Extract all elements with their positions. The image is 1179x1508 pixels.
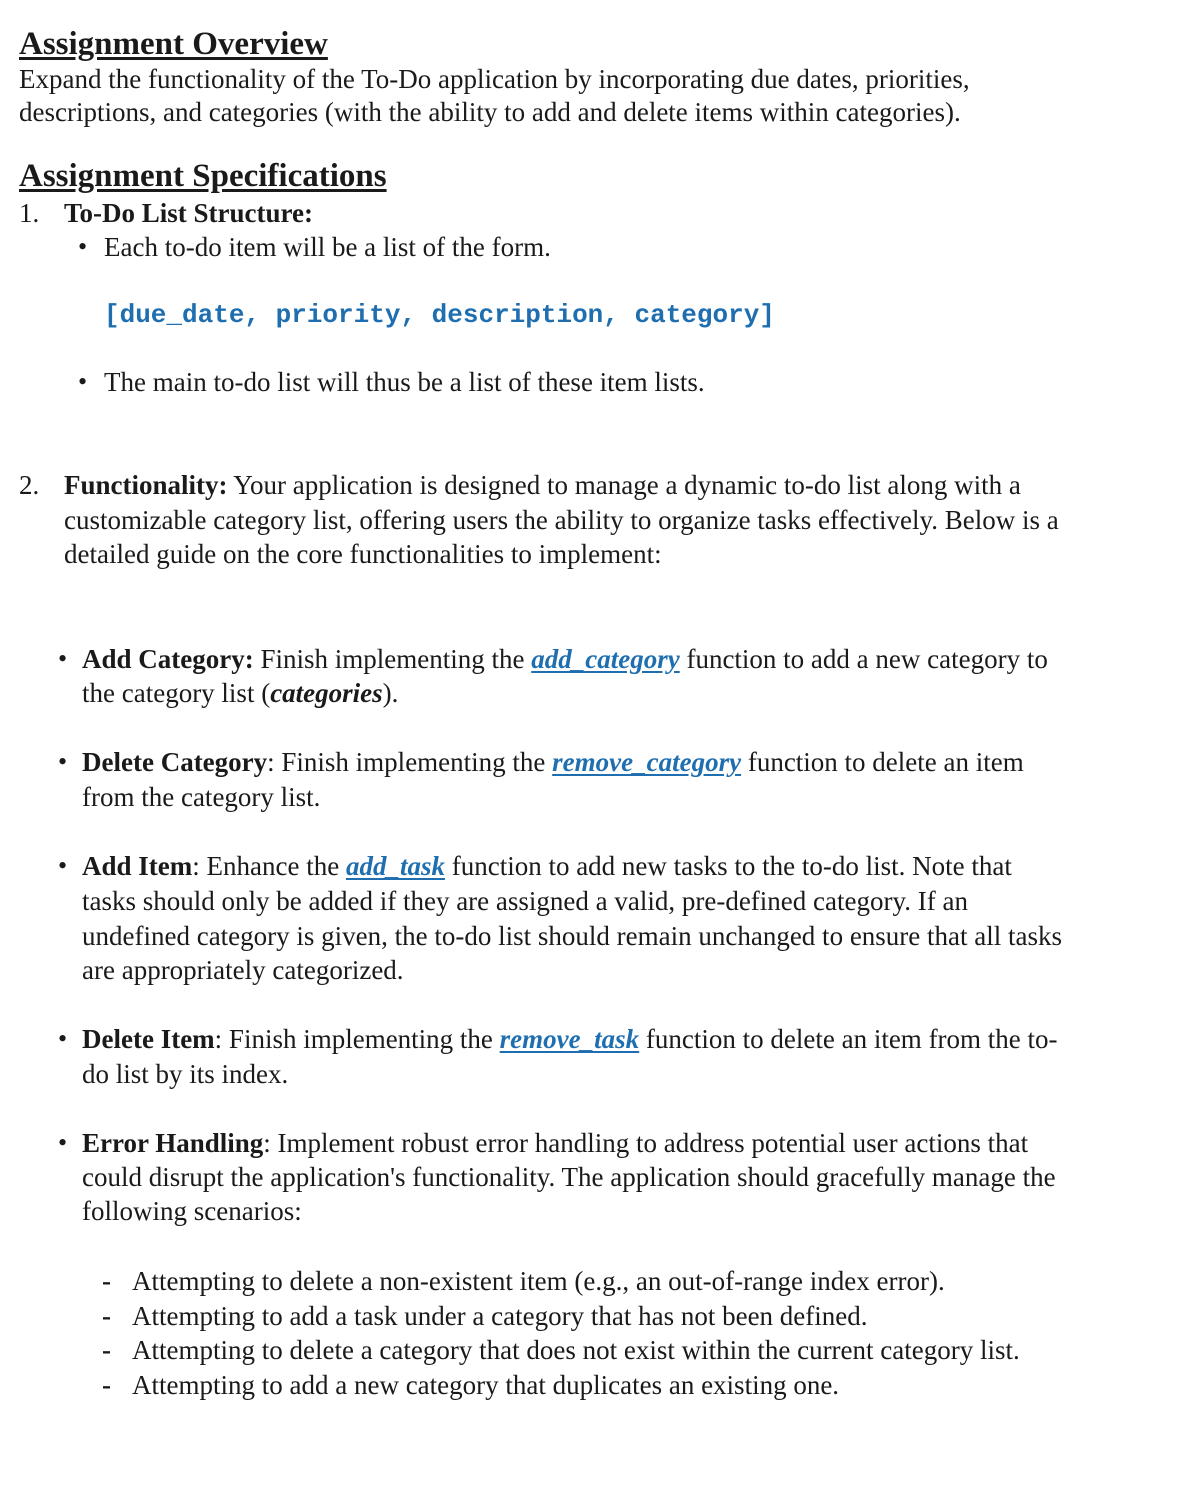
item-1-bullet-1: Each to-do item will be a list of the form. [104, 232, 551, 262]
delete-item-label: Delete Item [82, 1024, 215, 1054]
add-category-label: Add Category: [82, 644, 254, 674]
scenario-item: Attempting to delete a non-existent item (e.g., an out-of-range index error). [132, 1266, 945, 1296]
delete-item-pre: : Finish implementing the [214, 1024, 500, 1054]
add-category-pre: Finish implementing the [253, 644, 532, 674]
scenario-item: Attempting to add a new category that duplicates an existing one. [132, 1370, 840, 1400]
add-category-line-1 [82, 642, 1048, 676]
item-2-number: 2. [19, 470, 40, 500]
error-handling-line-1 [82, 1126, 1028, 1160]
delete-category-line-2: from the category list. [82, 782, 321, 812]
item-2-line-2: customizable category list, offering users the ability to organize tasks effectively. Below is a [64, 505, 1059, 535]
add-item-line-3: undefined category is given, the to-do list should remain unchanged to ensure that all tasks [82, 921, 1063, 951]
categories-variable: categories [270, 678, 383, 708]
item-2-line-1 [64, 468, 1021, 502]
delete-item-line-1 [82, 1022, 1058, 1056]
add-item-line-1 [82, 849, 1012, 883]
delete-category-pre: : Finish implementing the [267, 747, 553, 777]
dash-icon: - [102, 1335, 111, 1365]
item-form-code: [due_date, priority, description, category] [104, 300, 775, 330]
error-handling-line-3: following scenarios: [82, 1196, 302, 1226]
error-handling-pre: : Implement robust error handling to address potential user actions that [263, 1128, 1029, 1158]
add-category-line-2 [82, 676, 398, 710]
bullet-icon: • [78, 367, 88, 396]
specs-heading: Assignment Specifications [19, 158, 387, 194]
overview-line-2: descriptions, and categories (with the ability to add and delete items within categories). [19, 97, 961, 127]
item-2-title: Functionality: [64, 470, 228, 500]
add-task-function: add_task [345, 851, 445, 881]
overview-line-1: Expand the functionality of the To-Do application by incorporating due dates, priorities, [19, 64, 970, 94]
add-category-line-2-pre: the category list ( [82, 678, 271, 708]
dash-icon: - [102, 1370, 111, 1400]
dash-icon: - [102, 1266, 111, 1296]
remove-task-function: remove_task [499, 1024, 640, 1054]
item-2-text: Your application is designed to manage a dynamic to-do list along with a [227, 470, 1021, 500]
add-category-line-2-post: ). [382, 678, 399, 708]
delete-category-post: function to delete an item [741, 747, 1024, 777]
add-item-line-4: are appropriately categorized. [82, 955, 404, 985]
scenario-item: Attempting to add a task under a category that has not been defined. [132, 1301, 868, 1331]
error-handling-line-2: could disrupt the application's functionality. The application should gracefully manage the [82, 1162, 1056, 1192]
bullet-icon: • [58, 1128, 68, 1157]
error-handling-label: Error Handling [82, 1128, 264, 1158]
item-1-title: To-Do List Structure: [64, 198, 313, 228]
bullet-icon: • [58, 1024, 68, 1053]
bullet-icon: • [58, 747, 68, 776]
delete-category-label: Delete Category [82, 747, 268, 777]
delete-item-line-2: do list by its index. [82, 1059, 289, 1089]
item-1-bullet-2: The main to-do list will thus be a list of these item lists. [104, 367, 705, 397]
bullet-icon: • [78, 232, 88, 261]
item-1-number: 1. [19, 198, 40, 228]
scenario-item: Attempting to delete a category that does not exist within the current category list. [132, 1335, 1020, 1365]
item-2-line-3: detailed guide on the core functionalities to implement: [64, 539, 662, 569]
dash-icon: - [102, 1301, 111, 1331]
add-category-post: function to add a new category to [679, 644, 1048, 674]
add-category-function: add_category [531, 644, 680, 674]
bullet-icon: • [58, 644, 68, 673]
add-item-pre: : Enhance the [192, 851, 346, 881]
add-item-post: function to add new tasks to the to-do list. Note that [444, 851, 1012, 881]
add-item-line-2: tasks should only be added if they are assigned a valid, pre-defined category. If an [82, 886, 968, 916]
bullet-icon: • [58, 851, 68, 880]
delete-item-post: function to delete an item from the to- [639, 1024, 1058, 1054]
add-item-label: Add Item [82, 851, 193, 881]
delete-category-line-1 [82, 745, 1024, 779]
overview-heading: Assignment Overview [19, 26, 328, 62]
remove-category-function: remove_category [552, 747, 742, 777]
